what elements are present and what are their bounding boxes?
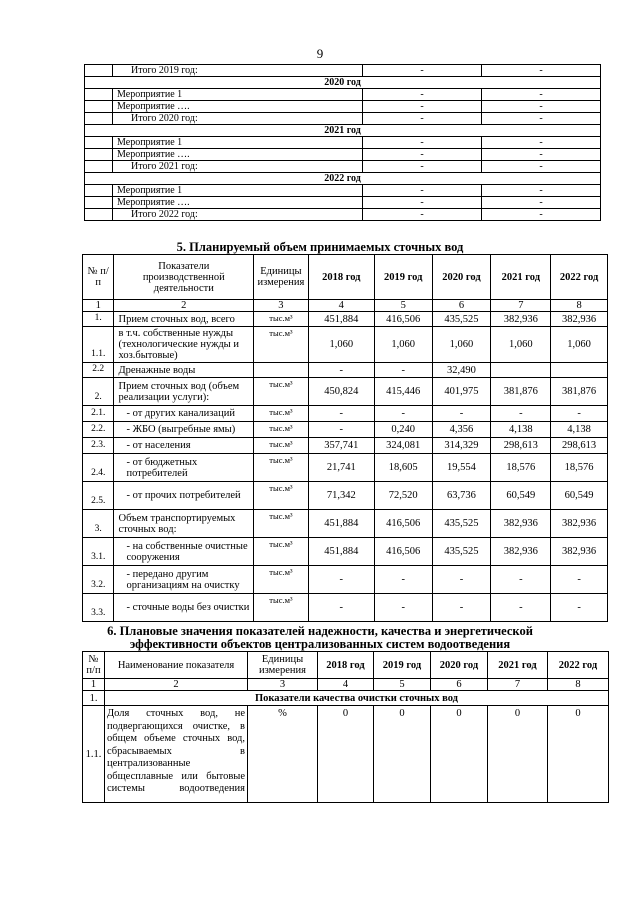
value-cell: - bbox=[363, 65, 482, 77]
value-cell bbox=[551, 363, 608, 378]
item-label: Мероприятие 1 bbox=[113, 89, 363, 101]
section5-title: 5. Планируемый объем принимаемых сточных вод bbox=[176, 240, 464, 254]
unit-cell: % bbox=[248, 706, 318, 803]
value-cell: - bbox=[482, 89, 601, 101]
table-row bbox=[85, 209, 601, 221]
row-number: 3. bbox=[83, 510, 114, 538]
column-number: 6 bbox=[432, 300, 491, 312]
value-cell: - bbox=[308, 594, 374, 622]
indicator-name: - от бюджетных потребителей bbox=[114, 454, 254, 482]
value-cell: 416,506 bbox=[374, 312, 432, 327]
value-cell: 382,936 bbox=[551, 538, 608, 566]
value-cell: - bbox=[308, 363, 374, 378]
row-number: 1.1. bbox=[83, 706, 105, 803]
header-row bbox=[83, 255, 608, 300]
unit-cell: тыс.м³ bbox=[254, 312, 309, 327]
unit-cell: тыс.м³ bbox=[254, 438, 309, 454]
value-cell: 32,490 bbox=[432, 363, 491, 378]
value-cell: - bbox=[482, 65, 601, 77]
value-cell: 18,605 bbox=[374, 454, 432, 482]
table-row bbox=[83, 378, 608, 406]
indicator-name: - ЖБО (выгребные ямы) bbox=[114, 422, 254, 438]
indicator-name: - от других канализаций bbox=[114, 406, 254, 422]
year-header-row bbox=[85, 125, 601, 137]
table-row bbox=[85, 149, 601, 161]
value-cell: - bbox=[482, 197, 601, 209]
column-number: 1 bbox=[83, 679, 105, 691]
value-cell: 71,342 bbox=[308, 482, 374, 510]
row-number: 1.1. bbox=[83, 327, 114, 363]
indicator-name: - на собственные очистные сооружения bbox=[114, 538, 254, 566]
value-cell: - bbox=[363, 209, 482, 221]
value-cell: - bbox=[432, 594, 491, 622]
value-cell: 1,060 bbox=[432, 327, 491, 363]
row-number: 2.3. bbox=[83, 438, 114, 454]
column-number: 2 bbox=[105, 679, 248, 691]
column-number-row bbox=[83, 300, 608, 312]
table-row bbox=[83, 363, 608, 378]
row-number: 3.2. bbox=[83, 566, 114, 594]
indicator-name: в т.ч. собственные нужды (технологические нужды и хоз.бытовые) bbox=[114, 327, 254, 363]
indicator-name: Дренажные воды bbox=[114, 363, 254, 378]
value-cell bbox=[491, 363, 551, 378]
value-cell: - bbox=[482, 113, 601, 125]
unit-cell: тыс.м³ bbox=[254, 454, 309, 482]
group-number: 1. bbox=[83, 691, 105, 706]
table-row bbox=[83, 438, 608, 454]
value-cell: 60,549 bbox=[551, 482, 608, 510]
value-cell: 1,060 bbox=[491, 327, 551, 363]
table-row bbox=[85, 197, 601, 209]
column-number-row bbox=[83, 679, 609, 691]
value-cell: 382,936 bbox=[551, 510, 608, 538]
item-label: Мероприятие …. bbox=[113, 101, 363, 113]
value-cell: - bbox=[363, 101, 482, 113]
row-number-cell bbox=[85, 89, 113, 101]
unit-cell: тыс.м³ bbox=[254, 510, 309, 538]
value-cell: 381,876 bbox=[491, 378, 551, 406]
column-header: 2021 год bbox=[491, 255, 551, 300]
item-label: Итого 2022 год: bbox=[113, 209, 363, 221]
value-cell: 451,884 bbox=[308, 510, 374, 538]
year-header-row bbox=[85, 173, 601, 185]
value-cell: 72,520 bbox=[374, 482, 432, 510]
row-number: 3.3. bbox=[83, 594, 114, 622]
value-cell: 0 bbox=[318, 706, 374, 803]
value-cell: 382,936 bbox=[491, 312, 551, 327]
row-number: 3.1. bbox=[83, 538, 114, 566]
unit-cell: тыс.м³ bbox=[254, 538, 309, 566]
value-cell: 415,446 bbox=[374, 378, 432, 406]
table-row bbox=[83, 422, 608, 438]
indicator-name: Прием сточных вод (объем реализации услуги): bbox=[114, 378, 254, 406]
value-cell: - bbox=[363, 89, 482, 101]
column-number: 2 bbox=[114, 300, 254, 312]
value-cell: - bbox=[308, 406, 374, 422]
row-number: 1. bbox=[83, 312, 114, 327]
value-cell: - bbox=[363, 161, 482, 173]
value-cell: - bbox=[482, 101, 601, 113]
item-label: Итого 2021 год: bbox=[113, 161, 363, 173]
value-cell: 314,329 bbox=[432, 438, 491, 454]
row-number-cell bbox=[85, 185, 113, 197]
value-cell: - bbox=[551, 406, 608, 422]
value-cell: - bbox=[491, 406, 551, 422]
unit-cell: тыс.м³ bbox=[254, 594, 309, 622]
indicator-name: - сточные воды без очистки bbox=[114, 594, 254, 622]
value-cell: 0 bbox=[431, 706, 488, 803]
column-number: 7 bbox=[491, 300, 551, 312]
value-cell: 401,975 bbox=[432, 378, 491, 406]
table-row bbox=[85, 89, 601, 101]
column-number: 4 bbox=[308, 300, 374, 312]
column-header: Показатели производственной деятельности bbox=[114, 255, 254, 300]
value-cell: 1,060 bbox=[308, 327, 374, 363]
row-number: 2.1. bbox=[83, 406, 114, 422]
value-cell: 63,736 bbox=[432, 482, 491, 510]
row-number-cell bbox=[85, 149, 113, 161]
table-row bbox=[85, 101, 601, 113]
row-number: 2.5. bbox=[83, 482, 114, 510]
item-label: Мероприятие …. bbox=[113, 197, 363, 209]
column-header: 2018 год bbox=[318, 652, 374, 679]
item-label: Мероприятие 1 bbox=[113, 137, 363, 149]
value-cell: - bbox=[363, 113, 482, 125]
column-header: 2022 год bbox=[548, 652, 609, 679]
value-cell: 0 bbox=[488, 706, 548, 803]
value-cell: 382,936 bbox=[491, 510, 551, 538]
row-number-cell bbox=[85, 137, 113, 149]
year-label: 2020 год bbox=[85, 77, 601, 89]
value-cell: - bbox=[551, 594, 608, 622]
row-number-cell bbox=[85, 197, 113, 209]
value-cell: 381,876 bbox=[551, 378, 608, 406]
value-cell: - bbox=[363, 185, 482, 197]
value-cell: 0,240 bbox=[374, 422, 432, 438]
column-number: 6 bbox=[431, 679, 488, 691]
table-row bbox=[85, 113, 601, 125]
value-cell: - bbox=[432, 566, 491, 594]
value-cell: - bbox=[551, 566, 608, 594]
column-header: 2020 год bbox=[432, 255, 491, 300]
value-cell: 450,824 bbox=[308, 378, 374, 406]
value-cell: - bbox=[482, 209, 601, 221]
value-cell: - bbox=[482, 137, 601, 149]
column-number: 8 bbox=[551, 300, 608, 312]
column-header: 2019 год bbox=[374, 255, 432, 300]
column-header: 2020 год bbox=[431, 652, 488, 679]
value-cell: 1,060 bbox=[551, 327, 608, 363]
value-cell: 416,506 bbox=[374, 538, 432, 566]
value-cell: 324,081 bbox=[374, 438, 432, 454]
unit-cell: тыс.м³ bbox=[254, 482, 309, 510]
value-cell: 1,060 bbox=[374, 327, 432, 363]
indicator-name: Доля сточных вод, не подвергающихся очистке, в общем объеме сточных вод, сбрасываемых в централизованные общесплавные или бытовые системы водоотведения bbox=[105, 706, 248, 803]
page-number: 9 bbox=[316, 46, 324, 61]
row-number-cell bbox=[85, 113, 113, 125]
indicator-name: - от населения bbox=[114, 438, 254, 454]
item-label: Итого 2019 год: bbox=[113, 65, 363, 77]
header-row bbox=[83, 652, 609, 679]
column-number: 4 bbox=[318, 679, 374, 691]
value-cell: - bbox=[363, 197, 482, 209]
value-cell: 18,576 bbox=[551, 454, 608, 482]
table-row bbox=[85, 137, 601, 149]
unit-cell: тыс.м³ bbox=[254, 406, 309, 422]
column-number: 3 bbox=[248, 679, 318, 691]
table-row bbox=[83, 510, 608, 538]
value-cell: 60,549 bbox=[491, 482, 551, 510]
value-cell: 435,525 bbox=[432, 312, 491, 327]
section6-title-line1: 6. Плановые значения показателей надежности, качества и энергетической bbox=[107, 624, 533, 638]
column-header: 2019 год bbox=[374, 652, 431, 679]
year-header-row bbox=[85, 77, 601, 89]
row-number-cell bbox=[85, 101, 113, 113]
year-label: 2021 год bbox=[85, 125, 601, 137]
table-row bbox=[85, 161, 601, 173]
column-header: № п/п bbox=[83, 652, 105, 679]
value-cell: 4,138 bbox=[551, 422, 608, 438]
value-cell: 4,356 bbox=[432, 422, 491, 438]
row-number: 2. bbox=[83, 378, 114, 406]
value-cell: - bbox=[363, 149, 482, 161]
table-row bbox=[85, 185, 601, 197]
unit-cell: тыс.м³ bbox=[254, 327, 309, 363]
table-row bbox=[83, 312, 608, 327]
group-row bbox=[83, 691, 609, 706]
value-cell: - bbox=[374, 406, 432, 422]
table-row bbox=[83, 406, 608, 422]
value-cell: 4,138 bbox=[491, 422, 551, 438]
table-row bbox=[83, 482, 608, 510]
wastewater-volume-table bbox=[82, 254, 608, 622]
value-cell: 451,884 bbox=[308, 312, 374, 327]
table-row bbox=[83, 566, 608, 594]
row-number: 2.2 bbox=[83, 363, 114, 378]
row-number: 2.4. bbox=[83, 454, 114, 482]
column-number: 3 bbox=[254, 300, 309, 312]
value-cell: - bbox=[491, 566, 551, 594]
indicator-name: - передано другим организациям на очистку bbox=[114, 566, 254, 594]
column-number: 5 bbox=[374, 300, 432, 312]
value-cell: - bbox=[432, 406, 491, 422]
value-cell: 435,525 bbox=[432, 510, 491, 538]
value-cell: 435,525 bbox=[432, 538, 491, 566]
column-header: 2018 год bbox=[308, 255, 374, 300]
column-header: Единицы измерения bbox=[254, 255, 309, 300]
value-cell: - bbox=[308, 422, 374, 438]
section6-title-line2: эффективности объектов централизованных систем водоотведения bbox=[129, 637, 511, 651]
value-cell: - bbox=[491, 594, 551, 622]
table-row bbox=[85, 65, 601, 77]
value-cell: 0 bbox=[374, 706, 431, 803]
row-number-cell bbox=[85, 65, 113, 77]
value-cell: 382,936 bbox=[551, 312, 608, 327]
table-row bbox=[83, 706, 609, 803]
column-number: 1 bbox=[83, 300, 114, 312]
value-cell: 21,741 bbox=[308, 454, 374, 482]
column-header: 2021 год bbox=[488, 652, 548, 679]
column-header: Единицы измерения bbox=[248, 652, 318, 679]
column-header: № п/п bbox=[83, 255, 114, 300]
value-cell: 382,936 bbox=[491, 538, 551, 566]
value-cell: - bbox=[363, 137, 482, 149]
row-number-cell bbox=[85, 209, 113, 221]
value-cell: - bbox=[374, 594, 432, 622]
indicator-name: - от прочих потребителей bbox=[114, 482, 254, 510]
table-row bbox=[83, 327, 608, 363]
unit-cell: тыс.м³ bbox=[254, 566, 309, 594]
value-cell: 19,554 bbox=[432, 454, 491, 482]
column-header: 2022 год bbox=[551, 255, 608, 300]
value-cell: - bbox=[374, 363, 432, 378]
year-label: 2022 год bbox=[85, 173, 601, 185]
column-number: 7 bbox=[488, 679, 548, 691]
quality-indicators-table bbox=[82, 651, 609, 803]
column-number: 8 bbox=[548, 679, 609, 691]
group-title: Показатели качества очистки сточных вод bbox=[105, 691, 609, 706]
value-cell: - bbox=[308, 566, 374, 594]
item-label: Итого 2020 год: bbox=[113, 113, 363, 125]
column-number: 5 bbox=[374, 679, 431, 691]
activities-table bbox=[84, 64, 601, 221]
item-label: Мероприятие …. bbox=[113, 149, 363, 161]
value-cell: - bbox=[482, 149, 601, 161]
table-row bbox=[83, 538, 608, 566]
indicator-name: Объем транспортируемых сточных вод: bbox=[114, 510, 254, 538]
row-number-cell bbox=[85, 161, 113, 173]
column-header: Наименование показателя bbox=[105, 652, 248, 679]
value-cell: 416,506 bbox=[374, 510, 432, 538]
indicator-name: Прием сточных вод, всего bbox=[114, 312, 254, 327]
value-cell: 298,613 bbox=[491, 438, 551, 454]
row-number: 2.2. bbox=[83, 422, 114, 438]
item-label: Мероприятие 1 bbox=[113, 185, 363, 197]
value-cell: 298,613 bbox=[551, 438, 608, 454]
table-row bbox=[83, 594, 608, 622]
value-cell: - bbox=[482, 161, 601, 173]
value-cell: 357,741 bbox=[308, 438, 374, 454]
table-row bbox=[83, 454, 608, 482]
unit-cell bbox=[254, 363, 309, 378]
unit-cell: тыс.м³ bbox=[254, 378, 309, 406]
value-cell: - bbox=[482, 185, 601, 197]
value-cell: 451,884 bbox=[308, 538, 374, 566]
unit-cell: тыс.м³ bbox=[254, 422, 309, 438]
value-cell: 18,576 bbox=[491, 454, 551, 482]
value-cell: - bbox=[374, 566, 432, 594]
value-cell: 0 bbox=[548, 706, 609, 803]
